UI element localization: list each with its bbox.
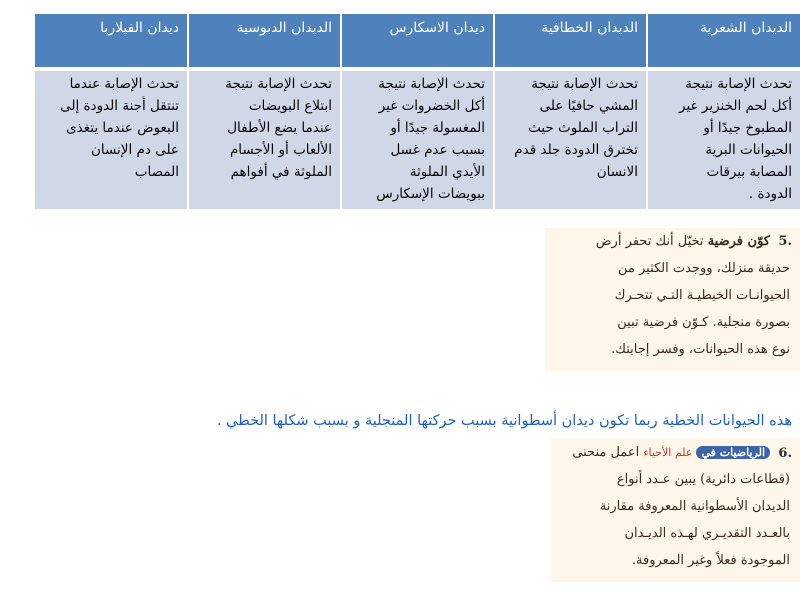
question-6-line: اعمل منحنى: [572, 445, 640, 460]
header-filaria: ديدان الفيلاريا: [35, 14, 188, 69]
question-5-keyword: كوّن فرضية: [707, 234, 770, 249]
math-badge: الرياضيات في: [696, 446, 770, 459]
header-hookworm: الديدان الخطافية: [494, 14, 647, 69]
biology-label: علم الأحياء: [643, 446, 693, 459]
question-6-line: الديدان الأسطوانية المعروفة مقارنة: [599, 499, 790, 514]
question-5-line: الحيوانـات الخيطيـة التـي تتحـرك: [614, 288, 790, 303]
cell-trichinella: تحدث الإصابة نتيجة أكل لحم الخنزير غير المطبوخ جيدًا أو الحيوانات البرية المصابة بيرقات الدودة .: [647, 69, 800, 209]
question-6-line: بالعـدد التقديـري لهـذه الديـدان: [624, 526, 790, 541]
question-5-line: نوع هذه الحيوانات، وفسر إجابتك.: [611, 342, 790, 357]
question-5-line: تخيّل أنك تحفر أرض: [595, 234, 704, 249]
question-6-line: الموجودة فعلاً وغير المعروفة.: [631, 553, 790, 568]
question-6-number: 6.: [778, 446, 792, 461]
cell-pinworm: تحدث الإصابة نتيجة ابتلاع البويضات عندما يضع الأطفال الألعاب أو الأجسام الملوثة في أفواهم: [188, 69, 341, 209]
question-5-number: 5.: [778, 234, 792, 249]
question-5-line: بصورة منجلية. كـوّن فرضية تبين: [617, 315, 790, 330]
table-header-row: [35, 14, 800, 69]
question-6-line: (قطاعات دائرية) يبين عـدد أنواع: [616, 472, 790, 487]
answer-text: هذه الحيوانات الخطية ربما تكون ديدان أسطوانية بسبب حركتها المنجلية و بسبب شكلها الخطي .: [216, 413, 792, 429]
table-row: [35, 69, 800, 209]
header-ascaris: ديدان الاسكارس: [341, 14, 494, 69]
cell-ascaris: تحدث الإصابة نتيجة أكل الخضروات غير المغسولة جيدًا أو بسبب عدم غسل الأيدي الملوثة ببويضات الإسكارس: [341, 69, 494, 209]
header-trichinella: الديدان الشعرية: [647, 14, 800, 69]
cell-hookworm: تحدث الإصابة نتيجة المشي حافيًا على التراب الملوث حيث تخترق الدودة جلد قدم الانسان: [494, 69, 647, 209]
cell-filaria: تحدث الإصابة عندما تنتقل أجنة الدودة إلى البعوض عندما يتغذى على دم الإنسان المصاب: [35, 69, 188, 209]
question-5-line: حديقة منزلك، ووجدت الكثير من: [617, 261, 790, 276]
header-pinworm: الديدان الدبوسية: [188, 14, 341, 69]
worms-table: [35, 14, 800, 209]
question-5-box: [545, 228, 800, 371]
question-6-box: [551, 438, 800, 582]
